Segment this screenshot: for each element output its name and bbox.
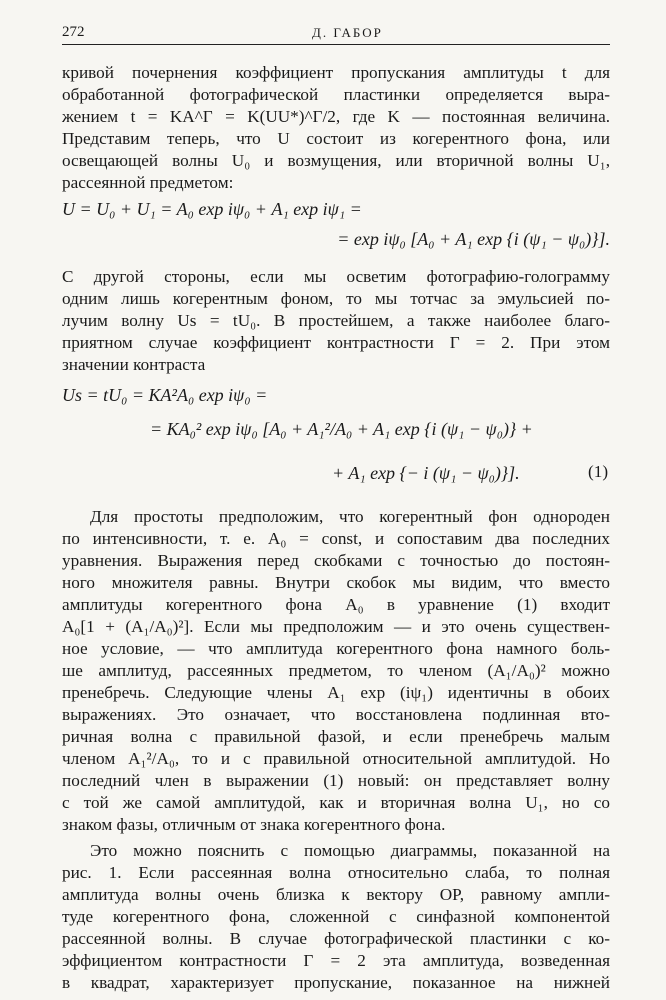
text-line: Для простоты предположим, что когерентный фон однороден (90, 507, 610, 526)
equation-2-line-3: + A₁ exp {− i (ψ₁ − ψ₀)}]. (332, 463, 520, 483)
text-line: знаком фазы, отличным от знака когерентного фона. (62, 815, 446, 834)
equation-2-line-2: = KA₀² exp iψ₀ [A₀ + A₁²/A₀ + A₁ exp {i (ψ₁ − ψ₀)} + (150, 419, 533, 439)
page-number: 272 (62, 24, 85, 40)
text-line: рассеянной предметом: (62, 173, 234, 192)
equation-1-line-1: U = U₀ + U₁ = A₀ exp iψ₀ + A₁ exp iψ₁ = (62, 199, 362, 219)
text-line: ричная волна с правильной фазой, и если пренебречь малым (62, 727, 610, 746)
text-line: С другой стороны, если мы осветим фотографию-голограмму (62, 267, 610, 286)
text-line: в квадрат, характеризует пропускание, показанное на нижней (62, 973, 610, 992)
text-line: Представим теперь, что U состоит из когерентного фона, или (62, 129, 610, 148)
text-line: пренебречь. Следующие члены A₁ exp (iψ₁) идентичны в обоих (62, 683, 610, 702)
text-line: ное условие, — что амплитуда когерентного фона намного боль- (62, 639, 610, 658)
equation-number: (1) (588, 462, 609, 481)
text-line: Это можно пояснить с помощью диаграммы, показанной на (90, 841, 610, 860)
text-line: значении контраста (62, 355, 206, 374)
text-line: амплитуда волны очень близка к вектору OP, равному ампли- (62, 885, 610, 904)
text-line: туде когерентного фона, сложенной с синфазной компонентой (62, 907, 610, 926)
text-line: приятном случае коэффициент контрастности Γ = 2. При этом (62, 333, 610, 352)
text-line: амплитуды когерентного фона A₀ в уравнение (1) входит (62, 595, 610, 614)
page-header (62, 22, 610, 45)
text-line: ше амплитуд, рассеянных предметом, то членом (A₁/A₀)² можно (62, 661, 610, 680)
running-title: Д. ГАБОР (312, 25, 383, 40)
text-line: по интенсивности, т. е. A₀ = const, и сопоставим два последних (62, 529, 610, 548)
equation-1-line-2: = exp iψ₀ [A₀ + A₁ exp {i (ψ₁ − ψ₀)}]. (337, 229, 610, 249)
text-line: с той же самой амплитудой, как и вторичная волна U₁, но со (62, 793, 610, 812)
text-line: выражениях. Это означает, что восстановлена подлинная вто- (62, 705, 610, 724)
text-line: освещающей волны U₀ и возмущения, или вторичной волны U₁, (62, 151, 610, 170)
text-line: ного множителя равны. Внутри скобок мы видим, что вместо (62, 573, 610, 592)
text-line: одним лишь когерентным фоном, то мы тотчас за эмульсией по- (62, 289, 610, 308)
text-line: рассеянной волны. В случае фотографической пластинки с ко- (62, 929, 610, 948)
text-line: кривой почернения коэффициент пропускания амплитуды t для (62, 63, 610, 82)
text-line: лучим волну Us = tU₀. В простейшем, а также наиболее благо- (62, 311, 610, 330)
text-line: членом A₁²/A₀, то и с правильной относительной амплитудой. Но (62, 749, 610, 768)
text-line: последний член в выражении (1) новый: он представляет волну (62, 771, 610, 790)
text-line: обработанной фотографической пластинки определяется выра- (62, 85, 610, 104)
equation-2-line-1: Us = tU₀ = KA²A₀ exp iψ₀ = (62, 385, 268, 405)
text-line: эффициентом контрастности Γ = 2 эта амплитуда, возведенная (62, 951, 610, 970)
text-line: A₀[1 + (A₁/A₀)²]. Если мы предположим — и это очень существен- (62, 617, 610, 636)
text-line: рис. 1. Если рассеянная волна относительно слаба, то полная (62, 863, 610, 882)
text-line: уравнения. Выражения перед скобками с точностью до постоян- (62, 551, 610, 570)
text-line: жением t = KA^Γ = K(UU*)^Γ/2, где K — постоянная величина. (62, 107, 610, 126)
